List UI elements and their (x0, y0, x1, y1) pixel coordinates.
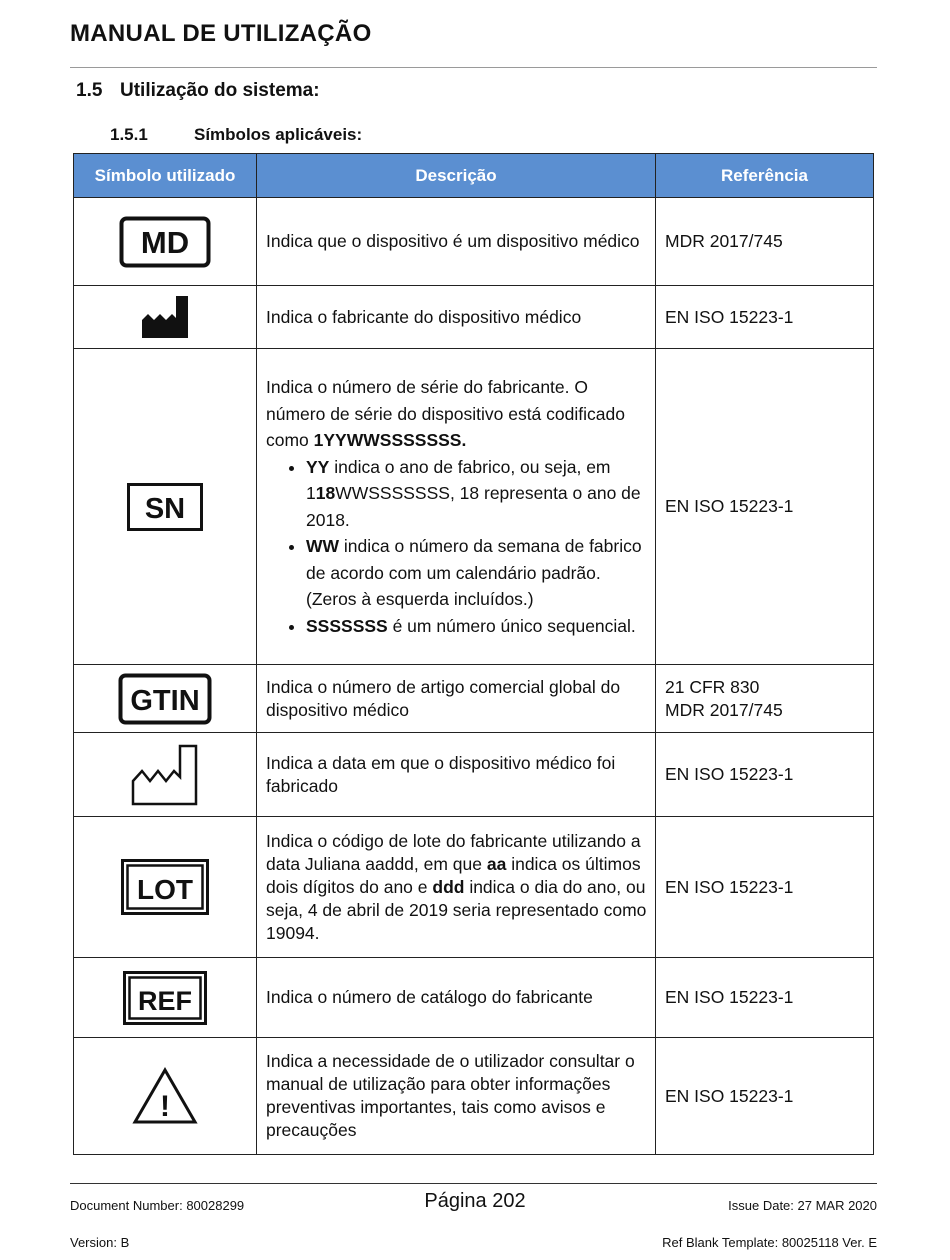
symbol-cell (74, 733, 257, 817)
caution-warning-icon (132, 1067, 198, 1125)
caution-warning-icon-label: ! (160, 1090, 170, 1123)
column-header-symbol: Símbolo utilizado (74, 154, 257, 198)
serial-bullet-list (266, 454, 647, 640)
table-row (74, 198, 874, 286)
reference-cell (656, 286, 874, 349)
medical-device-icon-label: MD (140, 224, 190, 260)
description-cell: Indica a necessidade de o utilizador consultar o manual de utilização para obter informações preventivas importantes, tais como avisos e precauções (257, 1038, 656, 1155)
gtin-icon (118, 673, 212, 725)
description-cell (257, 349, 656, 665)
table-row (74, 349, 874, 665)
serial-description: Indica o número de série do fabricante. O número de série do dispositivo está codificado como 1YYWWSSSSSSS. (266, 377, 625, 450)
section-number: 1.5 (76, 80, 103, 101)
serial-code-format: 1YYWWSSSSSSS. (313, 430, 467, 450)
column-header-description: Descrição (257, 154, 656, 198)
footer-divider (70, 1183, 877, 1184)
description-cell: Indica que o dispositivo é um dispositivo médico (257, 198, 656, 286)
template-reference: Ref Blank Template: 80025118 Ver. E (662, 1235, 877, 1250)
section-heading (76, 80, 320, 102)
reference-line: 21 CFR 830 (665, 676, 760, 697)
table-row (74, 1038, 874, 1155)
gtin-icon-label: GTIN (130, 684, 200, 717)
section-title: Utilização do sistema: (120, 80, 320, 101)
table-row (74, 817, 874, 958)
document-title: MANUAL DE UTILIZAÇÃO (70, 20, 372, 47)
reference-cell (656, 349, 874, 665)
date-of-manufacture-icon (130, 743, 200, 807)
symbol-cell (74, 958, 257, 1038)
subsection-title: Símbolos aplicáveis: (194, 125, 363, 144)
table-row (74, 665, 874, 733)
list-item: • SSSSSSS é um número único sequencial. (306, 613, 647, 640)
page-number: Página 202 (424, 1190, 526, 1212)
reference-line: EN ISO 15223-1 (665, 306, 794, 327)
reference-line: EN ISO 15223-1 (665, 876, 794, 897)
symbol-cell (74, 665, 257, 733)
description-cell: Indica o número de catálogo do fabricante (257, 958, 656, 1038)
description-cell: Indica o número de artigo comercial global do dispositivo médico (257, 665, 656, 733)
description-cell: Indica o fabricante do dispositivo médico (257, 286, 656, 349)
reference-line: EN ISO 15223-1 (665, 987, 794, 1007)
reference-cell (656, 198, 874, 286)
reference-line: MDR 2017/745 (665, 231, 783, 251)
table-row (74, 958, 874, 1038)
reference-line: EN ISO 15223-1 (665, 1085, 794, 1106)
symbol-cell (74, 198, 257, 286)
table-row (74, 733, 874, 817)
catalogue-number-icon (123, 971, 207, 1025)
reference-cell (656, 958, 874, 1038)
document-version: Version: B (70, 1235, 130, 1250)
symbol-cell (74, 817, 257, 958)
symbol-cell (74, 1038, 257, 1155)
column-header-reference: Referência (656, 154, 874, 198)
serial-number-icon (127, 483, 203, 531)
reference-line: MDR 2017/745 (665, 699, 783, 720)
reference-line: EN ISO 15223-1 (665, 764, 794, 784)
document-number: Document Number: 80028299 (70, 1198, 245, 1213)
list-item: • WW indica o número da semana de fabrico de acordo com um calendário padrão. (Zeros à esquerda incluídos.) (306, 533, 647, 613)
reference-cell (656, 665, 874, 733)
lot-code-icon-label: LOT (137, 874, 193, 905)
symbol-cell (74, 286, 257, 349)
reference-cell (656, 733, 874, 817)
reference-line: EN ISO 15223-1 (665, 496, 794, 516)
lot-code-icon (121, 859, 209, 915)
table-header-row (74, 154, 874, 198)
serial-number-icon-label: SN (144, 492, 186, 525)
catalogue-number-icon-label: REF (138, 985, 192, 1016)
reference-cell (656, 817, 874, 958)
description-cell: Indica o código de lote do fabricante utilizando a data Juliana aaddd, em que aa indica os últimos dois dígitos do ano e ddd indica o dia do ano, ou seja, 4 de abril de 2019 seria representado como 19094. (257, 817, 656, 958)
subsection-heading (110, 125, 362, 145)
header-divider (70, 67, 877, 68)
symbols-table (73, 153, 874, 1155)
list-item: • YY indica o ano de fabrico, ou seja, em 118WWSSSSSSS, 18 representa o ano de 2018. (306, 454, 647, 534)
issue-date: Issue Date: 27 MAR 2020 (728, 1198, 877, 1213)
symbol-cell (74, 349, 257, 665)
subsection-number: 1.5.1 (110, 125, 148, 144)
medical-device-icon (119, 216, 211, 268)
table-row (74, 286, 874, 349)
description-cell: Indica a data em que o dispositivo médico foi fabricado (257, 733, 656, 817)
manufacturer-icon (140, 294, 190, 340)
reference-cell (656, 1038, 874, 1155)
